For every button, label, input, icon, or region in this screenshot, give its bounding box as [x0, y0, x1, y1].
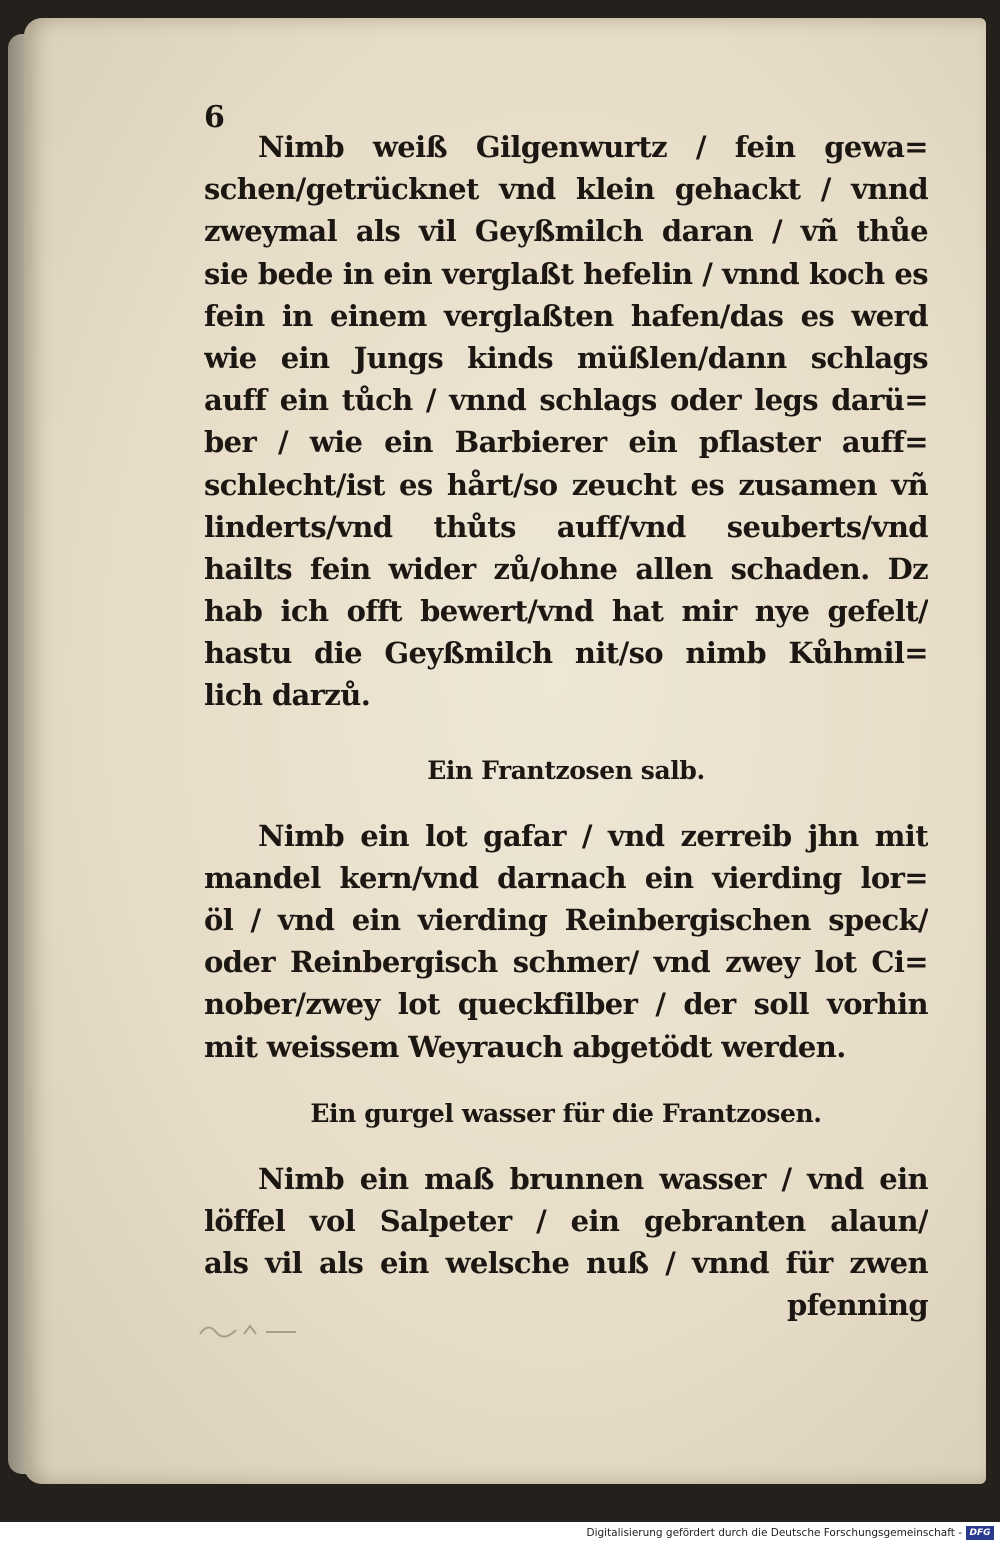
- text-line: Nimb weiß Gilgenwurtz / fein gewa=: [258, 130, 928, 164]
- text-line: oder Reinbergisch schmer/ vnd zwey lot Ci=: [204, 945, 928, 980]
- section-2: [204, 815, 928, 1068]
- dfg-logo: DFG: [966, 1526, 994, 1540]
- text-line: hastu die Geyßmilch nit/so nimb Kůhmil=: [204, 636, 928, 671]
- catchword: pfenning: [787, 1288, 928, 1323]
- funding-credit: Digitalisierung gefördert durch die Deutsche Forschungsgemeinschaft -: [586, 1527, 962, 1539]
- text-line: ber / wie ein Barbierer ein pflaster auff=: [204, 425, 928, 460]
- section-3: [204, 1158, 928, 1327]
- footer-bar: [0, 1522, 1000, 1546]
- text-line: lich darzů.: [204, 678, 371, 713]
- text-line: hailts fein wider zů/ohne allen schaden. Dz: [204, 551, 928, 586]
- page-number: 6: [204, 100, 225, 135]
- text-line: linderts/vnd thůts auff/vnd seuberts/vnd: [204, 509, 928, 544]
- text-line: hab ich offt bewert/vnd hat mir nye gefelt/: [204, 594, 928, 629]
- text-line: fein in einem verglaßten hafen/das es werd: [204, 298, 928, 333]
- section-1: [204, 126, 928, 717]
- text-line: wie ein Jungs kinds müßlen/dann schlags: [204, 340, 928, 375]
- text-line: Nimb ein lot gafar / vnd zerreib jhn mit: [258, 818, 928, 853]
- text-line: mit weissem Weyrauch abgetödt werden.: [204, 1029, 846, 1064]
- text-line: öl / vnd ein vierding Reinbergischen speck/: [204, 903, 928, 937]
- text-line: zweymal als vil Geyßmilch daran / vñ thůe: [204, 214, 928, 249]
- text-line: schlecht/ist es hårt/so zeucht es zusamen vñ: [204, 467, 928, 502]
- text-line: auff ein tůch / vnnd schlags oder legs darü=: [204, 383, 928, 418]
- text-line: löffel vol Salpeter / ein gebranten alaun/: [204, 1203, 928, 1238]
- faded-stamp: [196, 1318, 316, 1347]
- page-text: [204, 126, 928, 1327]
- text-line: sie bede in ein verglaßt hefelin / vnnd koch es: [204, 256, 928, 291]
- text-line: nober/zwey lot queckfilber / der soll vorhin: [204, 987, 928, 1022]
- stamp-mark: [196, 1318, 316, 1342]
- text-line: Nimb ein maß brunnen wasser / vnd ein: [258, 1161, 928, 1196]
- text-line: schen/getrücknet vnd klein gehackt / vnnd: [204, 172, 928, 207]
- section-heading: Ein gurgel wasser für die Frantzosen.: [310, 1098, 822, 1128]
- text-line: mandel kern/vnd darnach ein vierding lor=: [204, 860, 928, 895]
- section-heading: Ein Frantzosen salb.: [427, 755, 705, 785]
- text-line: als vil als ein welsche nuß / vnnd für zwen: [204, 1246, 928, 1281]
